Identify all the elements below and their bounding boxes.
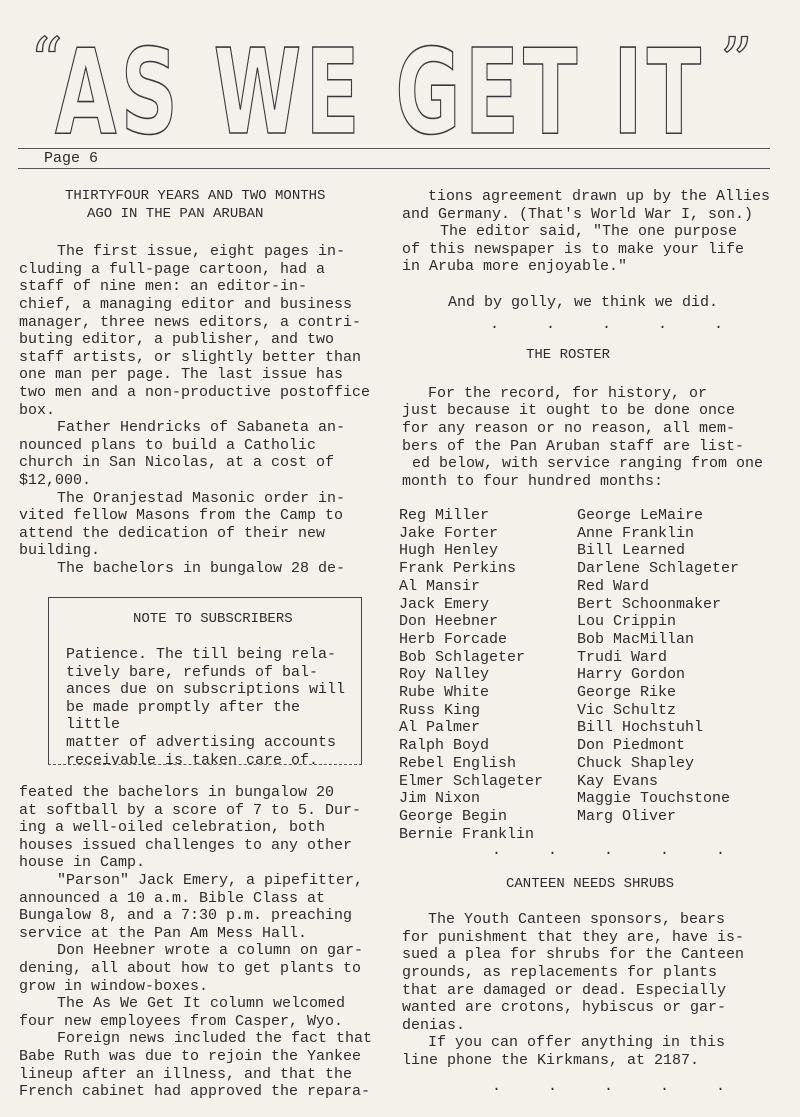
paragraph-line: staff of nine men: an editor-in- — [19, 278, 308, 296]
paragraph-line: Foreign news included the fact that — [57, 1030, 373, 1048]
masthead-open-quote: “ — [30, 25, 63, 99]
roster-name: George Begin — [399, 807, 508, 825]
paragraph-line: houses issued challenges to any other — [19, 836, 353, 854]
roster-name: George Rike — [577, 684, 677, 702]
paragraph-line: attend the dedication of their new — [19, 524, 326, 542]
paragraph-line: The first issue, eight pages in- — [57, 243, 346, 261]
roster-name: Al Palmer — [399, 719, 481, 737]
paragraph-line: in Aruba more enjoyable." — [402, 258, 628, 276]
paragraph-line: grow in window-boxes. — [19, 977, 209, 995]
paragraph-line: Father Hendricks of Sabaneta an- — [57, 419, 346, 437]
masthead-rule — [18, 148, 770, 149]
roster-name: Harry Gordon — [577, 666, 686, 684]
roster-name: Bert Schoonmaker — [577, 595, 722, 613]
masthead-close-quote: ” — [720, 25, 753, 99]
roster-name: Trudi Ward — [577, 648, 668, 666]
paragraph-line: just because it ought to be done once — [402, 402, 736, 420]
paragraph-line: nounced plans to build a Catholic — [19, 436, 317, 454]
roster-name: Vic Schultz — [577, 701, 677, 719]
paragraph-line: ing a well-oiled celebration, both — [19, 819, 326, 837]
roster-name: Darlene Schlageter — [577, 560, 740, 578]
section-divider-dots: . . . . . — [490, 315, 724, 333]
canteen-section — [402, 842, 774, 1095]
roster-name: George LeMaire — [577, 507, 704, 524]
canteen-heading: CANTEEN NEEDS SHRUBS — [506, 875, 675, 892]
paragraph-line: and Germany. (That's World War I, son.) — [402, 205, 754, 223]
paragraph-line: buting editor, a publisher, and two — [19, 331, 335, 349]
paragraph-line: line phone the Kirkmans, at 2187. — [402, 1051, 700, 1069]
paragraph-line: two men and a non-productive postoffice — [19, 383, 371, 401]
roster-name: Rube White — [399, 684, 490, 702]
notice-line: Patience. The till being rela- — [66, 646, 337, 663]
paragraph-line: denias. — [402, 1016, 466, 1034]
paragraph-line: feated the bachelors in bungalow 20 — [19, 784, 335, 801]
roster-name: Bob MacMillan — [577, 630, 695, 648]
paragraph-line: service at the Pan Am Mess Hall. — [19, 924, 308, 942]
paragraph-line: of this newspaper is to make your life — [402, 240, 745, 258]
roster-name: Frank Perkins — [399, 560, 517, 578]
roster-name: Chuck Shapley — [577, 754, 695, 772]
notice-line: be made promptly after the little — [66, 698, 301, 734]
roster-name: Rebel English — [399, 754, 517, 772]
roster-name: Marg Oliver — [577, 807, 677, 825]
roster-name: Bob Schlageter — [399, 648, 526, 666]
right-column-top — [402, 188, 774, 490]
article-heading-line-1: THIRTYFOUR YEARS AND TWO MONTHS — [65, 188, 326, 204]
roster-name: Red Ward — [577, 577, 650, 595]
section-divider-dots: . . . . . — [492, 842, 726, 859]
page-number: Page 6 — [44, 150, 99, 167]
paragraph-line: at softball by a score of 7 to 5. Dur- — [19, 801, 362, 819]
paragraph-line: church in San Nicolas, at a cost of — [19, 454, 335, 472]
roster-name: Al Mansir — [399, 577, 481, 595]
paragraph-line: lineup after an illness, and that the — [19, 1065, 353, 1083]
roster-name: Lou Crippin — [577, 613, 677, 631]
paragraph-line: bers of the Pan Aruban staff are list- — [402, 437, 745, 455]
paragraph-line: And by golly, we think we did. — [448, 293, 719, 311]
notice-line: matter of advertising accounts — [66, 733, 337, 751]
roster-heading: THE ROSTER — [526, 347, 611, 364]
roster-name: Don Heebner — [399, 613, 499, 631]
masthead-title: AS WE GET IT — [55, 25, 705, 145]
roster-name: Kay Evans — [577, 772, 659, 790]
roster-name: Herb Forcade — [399, 630, 508, 648]
roster-name: Jack Emery — [399, 595, 490, 613]
roster-name: Don Piedmont — [577, 737, 686, 755]
paragraph-line: ed below, with service ranging from one — [412, 455, 764, 473]
masthead — [30, 25, 780, 145]
header-rule — [18, 168, 770, 169]
subscriber-notice-box — [48, 597, 362, 769]
paragraph-line: For the record, for history, or — [428, 384, 708, 402]
paragraph-line: vited fellow Masons from the Camp to — [19, 507, 344, 525]
paragraph-line: month to four hundred months: — [402, 472, 664, 490]
paragraph-line: Don Heebner wrote a column on gar- — [57, 942, 364, 960]
roster-name: Maggie Touchstone — [577, 790, 731, 808]
paragraph-line: cluding a full-page cartoon, had a — [19, 260, 326, 278]
paragraph-line: building. — [19, 542, 101, 560]
paragraph-line: "Parson" Jack Emery, a pipefitter, — [57, 871, 364, 889]
paragraph-line: wanted are crotons, hybiscus or gar- — [402, 999, 727, 1017]
paragraph-line: The editor said, "The one purpose — [440, 223, 738, 241]
roster-column-1 — [399, 507, 579, 843]
paragraph-line: Bungalow 8, and a 7:30 p.m. preaching — [19, 907, 353, 925]
paragraph-line: chief, a managing editor and business — [19, 295, 353, 313]
section-divider-dots: . . . . . — [492, 1077, 726, 1095]
notice-line: tively bare, refunds of bal- — [66, 663, 319, 681]
paragraph-line: tions agreement drawn up by the Allies — [428, 188, 771, 205]
roster-name: Bill Hochstuhl — [577, 719, 704, 737]
paragraph-line: that are damaged or dead. Especially — [402, 981, 727, 999]
paragraph-line: The Oranjestad Masonic order in- — [57, 489, 346, 507]
paragraph-line: for any reason or no reason, all mem- — [402, 419, 736, 437]
roster-name: Russ King — [399, 701, 481, 719]
notice-line: ances due on subscriptions will — [66, 681, 346, 699]
left-column-top — [19, 188, 379, 577]
paragraph-line: for punishment that they are, have is- — [402, 928, 745, 946]
roster-name: Ralph Boyd — [399, 737, 490, 755]
notice-body — [66, 646, 358, 769]
paragraph-line: Babe Ruth was due to rejoin the Yankee — [19, 1047, 362, 1065]
paragraph-line: staff artists, or slightly better than — [19, 348, 362, 366]
paragraph-line: dening, all about how to get plants to — [19, 959, 362, 977]
paragraph-line: $12,000. — [19, 471, 92, 489]
roster-column-2 — [577, 507, 767, 826]
paragraph-line: grounds, as replacements for plants — [402, 963, 718, 981]
paragraph-line: manager, three news editors, a contri- — [19, 313, 362, 331]
roster-name: Hugh Henley — [399, 542, 499, 560]
notice-title: NOTE TO SUBSCRIBERS — [133, 611, 293, 627]
paragraph-line: sued a plea for shrubs for the Canteen — [402, 946, 745, 964]
roster-name: Bernie Franklin — [399, 825, 535, 843]
paragraph-line: announced a 10 a.m. Bible Class at — [19, 889, 326, 907]
masthead-graphic — [30, 25, 780, 145]
paragraph-line: The Youth Canteen sponsors, bears — [428, 911, 726, 929]
roster-name: Roy Nalley — [399, 666, 490, 684]
left-column-bottom — [19, 784, 379, 1101]
roster-name: Jake Forter — [399, 524, 499, 542]
article-heading-line-2: AGO IN THE PAN ARUBAN — [87, 205, 264, 222]
paragraph-line: four new employees from Casper, Wyo. — [19, 1012, 344, 1030]
paragraph-line: The bachelors in bungalow 28 de- — [57, 559, 346, 577]
paragraph-line: French cabinet had approved the repara- — [19, 1083, 371, 1101]
roster-name: Anne Franklin — [577, 524, 695, 542]
roster-name: Jim Nixon — [399, 790, 481, 808]
roster-name: Reg Miller — [399, 507, 490, 524]
paragraph-line: The As We Get It column welcomed — [57, 995, 346, 1013]
roster-name: Bill Learned — [577, 542, 686, 560]
paragraph-line: house in Camp. — [19, 854, 146, 872]
paragraph-line: box. — [19, 401, 56, 419]
roster-name: Elmer Schlageter — [399, 772, 544, 790]
notice-line: receivable is taken care of. — [66, 751, 319, 769]
paragraph-line: If you can offer anything in this — [428, 1034, 726, 1052]
paragraph-line: one man per page. The last issue has — [19, 366, 344, 384]
